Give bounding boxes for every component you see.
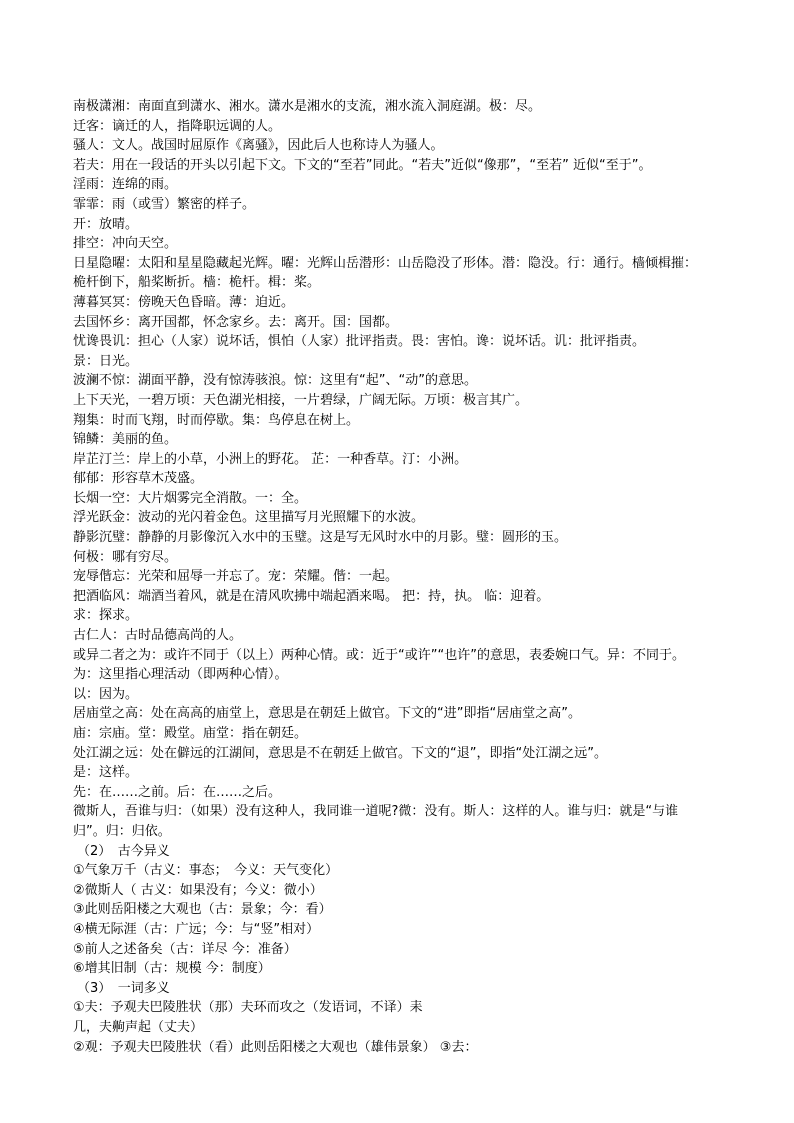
- document-page: [73, 97, 773, 1057]
- text-line: 排空：冲向天空。: [73, 236, 178, 252]
- text-line: 开：放晴。: [73, 216, 139, 232]
- text-line: 是：这样。: [73, 765, 139, 781]
- text-line: 处江湖之远：处在僻远的江湖间，意思是不在朝廷上做官。下文的“退”，即指“处江湖之远”。: [73, 745, 607, 761]
- text-line: 迁客：谪迁的人，指降职远调的人。: [73, 118, 282, 134]
- text-line: 微斯人，吾谁与归：（如果）没有这种人，我同谁一道呢?微：没有。斯人：这样的人。谁与归：就是“与谁: [73, 804, 679, 820]
- list-item: ⑤前人之述备矣（古：详尽 今：准备）: [73, 941, 297, 957]
- list-item: ②观：予观夫巴陵胜状（看）此则岳阳楼之大观也（雄伟景象） ③去：: [73, 1039, 478, 1055]
- text-line: 淫雨：连绵的雨。: [73, 177, 178, 193]
- text-line: 居庙堂之高：处在高高的庙堂上，意思是在朝廷上做官。下文的“进”即指“居庙堂之高”。: [73, 706, 581, 722]
- text-line: 翔集：时而飞翔，时而停歇。集：鸟停息在树上。: [73, 412, 360, 428]
- list-item: 几，夫齁声起（丈夫）: [73, 1019, 204, 1035]
- text-line: 先：在……之前。后：在……之后。: [73, 784, 282, 800]
- text-line: 求：探求。: [73, 608, 139, 624]
- text-line: 薄暮冥冥：傍晚天色昏暗。薄：迫近。: [73, 294, 295, 310]
- text-line: 上下天光，一碧万顷：天色湖光相接，一片碧绿，广阔无际。万顷：极言其广。: [73, 392, 529, 408]
- text-line: 静影沉璧：静静的月影像沉入水中的玉璧。这是写无风时水中的月影。璧：圆形的玉。: [73, 530, 568, 546]
- text-line: 把酒临风：端酒当着风，就是在清风吹拂中端起酒来喝。 把：持，执。 临：迎着。: [73, 588, 550, 604]
- text-line: 郁郁：形容草木茂盛。: [73, 471, 204, 487]
- text-line: 锦鳞：美丽的鱼。: [73, 432, 178, 448]
- text-line: 宠辱偕忘：光荣和屈辱一并忘了。宠：荣耀。偕：一起。: [73, 569, 399, 585]
- list-item: ①夫：予观夫巴陵胜状（那）夫环而攻之（发语词，不译）耒: [73, 1000, 423, 1016]
- text-line: 以：因为。: [73, 686, 139, 702]
- text-line: 古仁人：古时品德高尚的人。: [73, 628, 243, 644]
- text-line: 归”。归：归依。: [73, 823, 171, 839]
- text-line: 去国怀乡：离开国都，怀念家乡。去：离开。国：国都。: [73, 314, 399, 330]
- text-line: 长烟一空：大片烟雾完全消散。一：全。: [73, 490, 308, 506]
- section-heading: （2） 古今异义: [77, 843, 170, 859]
- text-line: 霏霏：雨（或雪）繁密的样子。: [73, 196, 256, 212]
- text-line: 忧谗畏讥：担心（人家）说坏话，惧怕（人家）批评指责。畏：害怕。谗：说坏话。讥：批评指责。: [73, 334, 646, 350]
- list-item: ⑥增其旧制（古：规模 今：制度）: [73, 961, 271, 977]
- list-item: ②微斯人（ 古义：如果没有；今义：微小）: [73, 882, 323, 898]
- text-line: 骚人：文人。战国时屈原作《离骚》，因此后人也称诗人为骚人。: [73, 138, 444, 154]
- text-line: 或异二者之为：或许不同于（以上）两种心情。或：近于“或许”“也许”的意思，表委婉口气。异：不同于。: [73, 647, 685, 663]
- text-line: 波澜不惊：湖面平静，没有惊涛骇浪。惊：这里有“起”、“动”的意思。: [73, 373, 477, 389]
- text-line: 日星隐曜：太阳和星星隐藏起光辉。曜：光辉山岳潜形：山岳隐没了形体。潜：隐没。行：通行。樯倾楫摧：: [73, 255, 698, 271]
- text-line: 何极：哪有穷尽。: [73, 549, 178, 565]
- text-line: 桅杆倒下，船桨断折。樯：桅杆。楫：桨。: [73, 275, 321, 291]
- text-line: 景：日光。: [73, 353, 139, 369]
- section-heading: （3） 一词多义: [77, 980, 170, 996]
- list-item: ③此则岳阳楼之大观也（古：景象；今：看）: [73, 902, 332, 918]
- list-item: ①气象万千（古义：事态； 今义：天气变化）: [73, 863, 339, 879]
- text-line: 浮光跃金：波动的光闪着金色。这里描写月光照耀下的水波。: [73, 510, 425, 526]
- text-line: 南极潇湘：南面直到潇水、湘水。潇水是湘水的支流，湘水流入洞庭湖。极：尽。: [73, 99, 542, 114]
- text-line: 为：这里指心理活动（即两种心情）。: [73, 667, 288, 683]
- text-line: 庙：宗庙。堂：殿堂。庙堂：指在朝廷。: [73, 726, 308, 741]
- text-line: 岸芷汀兰：岸上的小草，小洲上的野花。 芷：一种香草。汀：小洲。: [73, 451, 468, 467]
- list-item: ④横无际涯（古：广远；今：与“竖”相对）: [73, 921, 320, 937]
- text-line: 若夫：用在一段话的开头以引起下文。下文的“至若”同此。“若夫”近似“像那”，“至若” 近似“至于”。: [73, 157, 652, 173]
